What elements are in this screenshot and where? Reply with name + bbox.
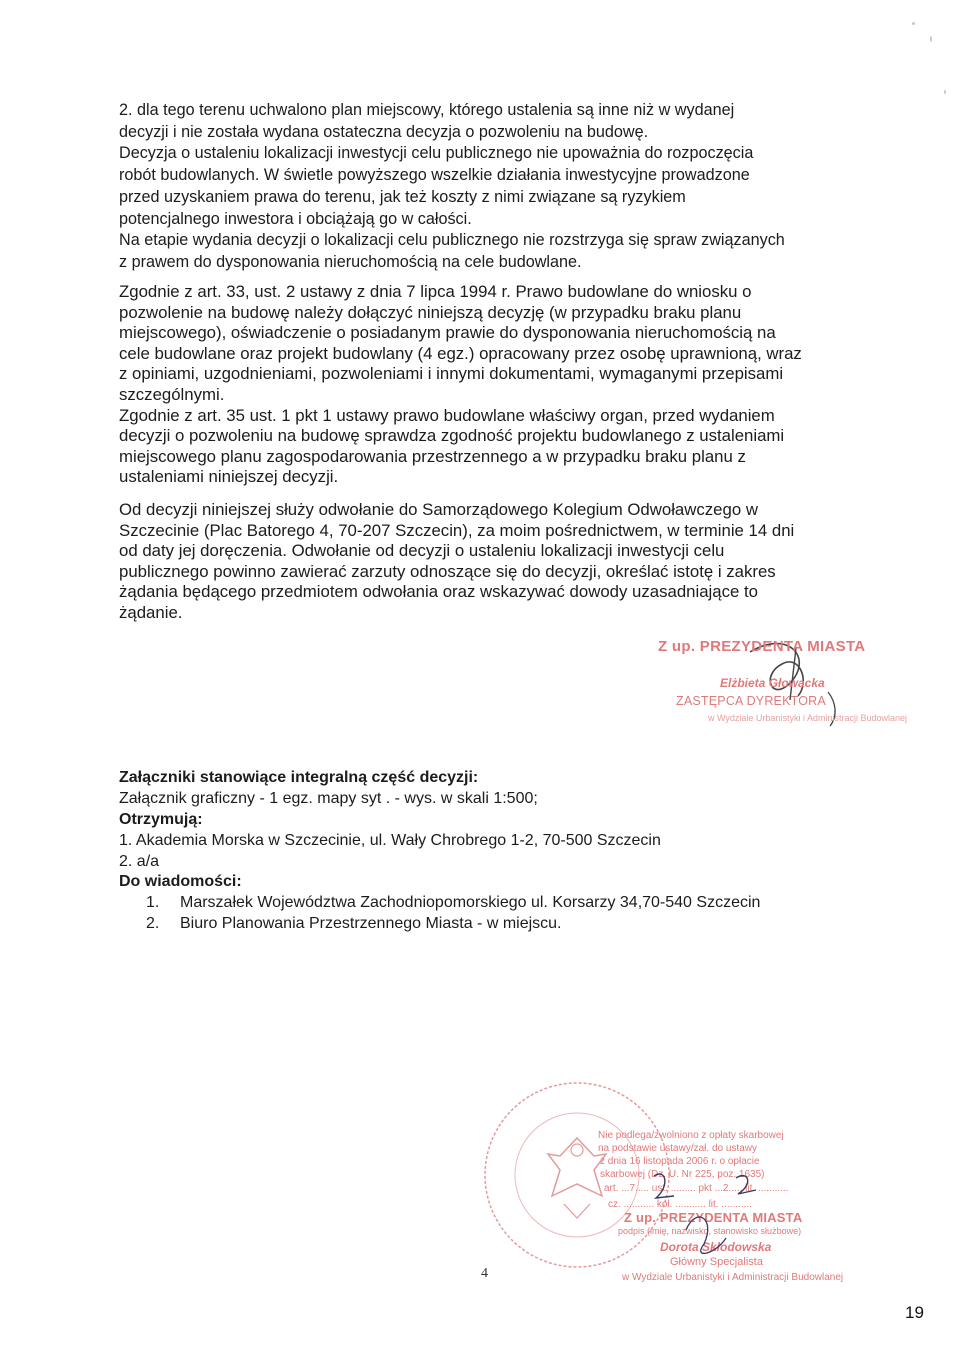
stamp-line: Z up. PREZYDENTA MIASTA — [658, 638, 866, 655]
text-line: Zgodnie z art. 33, ust. 2 ustawy z dnia 7 lipca 1994 r. Prawo budowlane do wniosku o — [119, 282, 752, 301]
stamp-line: w Wydziale Urbanistyki i Administracji Budowlanej — [708, 713, 907, 723]
body-paragraph-group-b — [119, 282, 852, 488]
text-line: robót budowlanych. W świetle powyższego wszelkie działania inwestycyjne prowadzone — [119, 166, 750, 185]
stamp-line: Główny Specjalista — [670, 1256, 763, 1268]
scan-speck — [912, 22, 915, 25]
sheet-number: 19 — [905, 1303, 924, 1322]
receiver-item: 1. Akademia Morska w Szczecinie, ul. Wały Chrobrego 1-2, 70-500 Szczecin — [119, 831, 661, 849]
attachments-heading: Załączniki stanowiące integralną część decyzji: — [119, 769, 479, 786]
text-line: publicznego powinno zawierać zarzuty odnoszące się do decyzji, określać istotę i zakres — [119, 561, 776, 581]
text-line: z prawem do dysponowania nieruchomością na cele budowlane. — [119, 252, 582, 271]
stamp-line: Z up. PREZYDENTA MIASTA — [624, 1210, 803, 1225]
text-line: ustaleniami niniejszej decyzji. — [119, 467, 339, 487]
text-line: potencjalnego inwestora i obciążają go w całości. — [119, 209, 472, 228]
text-line: Szczecinie (Plac Batorego 4, 70-207 Szczecin), za moim pośrednictwem, w terminie 14 dni — [119, 520, 795, 540]
text-line: od daty jej doręczenia. Odwołanie od decyzji o ustaleniu lokalizacji inwestycji celu — [119, 541, 725, 561]
text-line: decyzji o pozwoleniu na budowę sprawdza zgodność projektu budowlanego z ustaleniami — [119, 426, 785, 446]
text-line: miejscowego), oświadczenie o posiadanym prawie do dysponowania nieruchomością na — [119, 323, 776, 343]
body-paragraph-group-a — [119, 100, 852, 274]
info-item-number: 2. — [146, 915, 160, 933]
text-line: Od decyzji niniejszej służy odwołanie do Samorządowego Kolegium Odwoławczego w — [119, 500, 758, 519]
stamp-line: Elżbieta Głowacka — [720, 676, 825, 690]
stamp-line: cz. ........... kol. ........... lit. ........... — [608, 1199, 752, 1210]
info-heading: Do wiadomości: — [119, 873, 242, 891]
stamp-line: Nie podlega/zwolniono z opłaty skarbowej — [598, 1130, 784, 1141]
receiver-item: 2. a/a — [119, 852, 160, 870]
handwritten-signature — [596, 1126, 876, 1296]
text-line: pozwolenie na budowę należy dołączyć niniejszą decyzję (w przypadku braku planu — [119, 302, 742, 322]
text-line: Zgodnie z art. 35 ust. 1 pkt 1 ustawy prawo budowlane właściwy organ, przed wydaniem — [119, 405, 775, 425]
fee-exemption-stamp — [596, 1126, 876, 1296]
stamp-line: skarbowej (Dz. U. Nr 225, poz. 1635) — [600, 1169, 765, 1180]
receivers-heading: Otrzymują: — [119, 810, 203, 828]
stamp-line: art. ...7..... ust. ......... pkt ...2..... lit. ........... — [604, 1183, 789, 1194]
text-line: cele budowlane oraz projekt budowlany (4 egz.) opracowany przez osobę uprawnioną, wraz — [119, 343, 802, 363]
signature-stamp — [640, 630, 907, 750]
scan-speck — [944, 90, 946, 94]
info-item-text: Marszałek Województwa Zachodniopomorskiego ul. Korsarzy 34,70-540 Szczecin — [180, 894, 761, 912]
text-line: decyzji i nie została wydana ostateczna decyzja o pozwoleniu na budowę. — [119, 122, 649, 141]
text-line: Decyzja o ustaleniu lokalizacji inwestycji celu publicznego nie upoważnia do rozpoczęcia — [119, 144, 754, 163]
scan-speck — [930, 36, 932, 42]
appeal-paragraph — [119, 500, 852, 624]
text-line: szczególnymi. — [119, 384, 225, 404]
stamp-line: z dnia 16 listopada 2006 r. o opłacie — [600, 1156, 760, 1167]
stamp-line: podpis (imię, nazwisko, stanowisko służbowe) — [618, 1226, 802, 1236]
page-number: 4 — [481, 1266, 488, 1281]
info-item-text: Biuro Planowania Przestrzennego Miasta - w miejscu. — [180, 915, 562, 933]
text-line: z opiniami, uzgodnieniami, pozwoleniami i innymi dokumentami, wymaganymi przepisami — [119, 364, 784, 384]
text-line: miejscowego planu zagospodarowania przestrzennego a w przypadku braku planu z — [119, 446, 746, 466]
text-line: Na etapie wydania decyzji o lokalizacji celu publicznego nie rozstrzyga się spraw związanych — [119, 231, 785, 250]
stamp-line: na podstawie ustawy/zał. do ustawy — [598, 1143, 757, 1154]
stamp-line: w Wydziale Urbanistyki i Administracji Budowlanej — [622, 1272, 844, 1283]
text-line: żądanie. — [119, 602, 183, 622]
attachment-item: Załącznik graficzny - 1 egz. mapy syt . - wys. w skali 1:500; — [119, 789, 538, 807]
info-item — [119, 893, 859, 914]
info-item-number: 1. — [146, 894, 160, 912]
text-line: przed uzyskaniem prawa do terenu, jak też koszty z nimi związane są ryzykiem — [119, 187, 686, 206]
info-item — [119, 914, 859, 935]
text-line: żądania będącego przedmiotem odwołania oraz wskazywać dowody uzasadniające to — [119, 582, 758, 602]
text-line: 2. dla tego terenu uchwalono plan miejscowy, którego ustalenia są inne niż w wydanej — [119, 101, 735, 119]
attachments-section — [119, 768, 859, 935]
stamp-line: ZASTĘPCA DYREKTORA — [676, 694, 826, 708]
stamp-line: Dorota Skłodowska — [660, 1240, 772, 1254]
